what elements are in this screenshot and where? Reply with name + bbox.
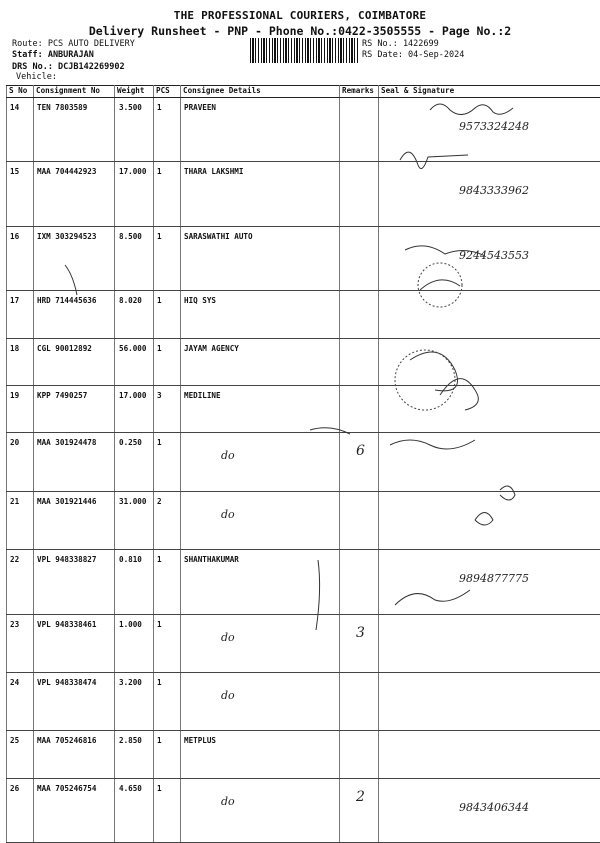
staff-label: Staff: ANBURAJAN [12, 50, 94, 61]
row-signature: 9244543553 [379, 226, 600, 290]
row-signature: 9573324248 [379, 98, 600, 162]
row-signature [379, 385, 600, 432]
row-consignment: CGL 90012892 [34, 338, 115, 385]
company-title: THE PROFESSIONAL COURIERS, COIMBATORE [0, 9, 600, 22]
row-pcs: 1 [154, 672, 181, 730]
row-consignee: do [181, 614, 340, 672]
row-sno: 23 [7, 614, 34, 672]
row-signature: 9843406344 [379, 778, 600, 842]
row-weight: 8.500 [115, 226, 154, 290]
table-row [7, 550, 600, 614]
col-weight: Weight [115, 86, 154, 98]
row-consignee: METPLUS [181, 731, 340, 778]
row-sno: 14 [7, 98, 34, 162]
row-consignee: PRAVEEN [181, 98, 340, 162]
table-row [7, 291, 600, 338]
row-consignment: MAA 301924478 [34, 433, 115, 491]
row-pcs: 1 [154, 731, 181, 778]
row-remarks [340, 98, 379, 162]
row-remarks [340, 491, 379, 549]
row-consignee: do [181, 778, 340, 842]
row-remarks [340, 550, 379, 614]
row-sno: 18 [7, 338, 34, 385]
row-sno: 22 [7, 550, 34, 614]
runsheet-table [6, 85, 600, 843]
row-sno: 25 [7, 731, 34, 778]
row-consignee: THARA LAKSHMI [181, 162, 340, 226]
row-consignment: HRD 714445636 [34, 291, 115, 338]
table-row [7, 98, 600, 162]
row-consignee: MEDILINE [181, 385, 340, 432]
table-row [7, 614, 600, 672]
row-pcs: 1 [154, 226, 181, 290]
row-sno: 16 [7, 226, 34, 290]
row-consignment: MAA 705246754 [34, 778, 115, 842]
col-remarks: Remarks [340, 86, 379, 98]
row-sno: 17 [7, 291, 34, 338]
table-row [7, 491, 600, 549]
row-signature [379, 291, 600, 338]
row-consignment: KPP 7490257 [34, 385, 115, 432]
row-weight: 3.200 [115, 672, 154, 730]
row-remarks [340, 731, 379, 778]
row-signature [379, 614, 600, 672]
row-weight: 17.000 [115, 385, 154, 432]
row-pcs: 1 [154, 550, 181, 614]
row-signature [379, 338, 600, 385]
table-row [7, 778, 600, 842]
row-sno: 26 [7, 778, 34, 842]
col-pcs: PCS [154, 86, 181, 98]
row-weight: 8.020 [115, 291, 154, 338]
row-sno: 24 [7, 672, 34, 730]
row-remarks [340, 226, 379, 290]
barcode-image [250, 38, 358, 63]
row-weight: 2.850 [115, 731, 154, 778]
table-row [7, 672, 600, 730]
row-remarks [340, 162, 379, 226]
drs-label: DRS No.: DCJB142269902 [12, 62, 125, 73]
route-label: Route: PCS AUTO DELIVERY [12, 39, 135, 50]
row-pcs: 1 [154, 162, 181, 226]
row-sno: 20 [7, 433, 34, 491]
row-pcs: 1 [154, 433, 181, 491]
row-consignment: TEN 7803589 [34, 98, 115, 162]
row-remarks [340, 338, 379, 385]
table-row [7, 338, 600, 385]
row-pcs: 3 [154, 385, 181, 432]
row-weight: 3.500 [115, 98, 154, 162]
table-header-row [7, 86, 600, 98]
row-signature: 9843333962 [379, 162, 600, 226]
row-remarks [340, 291, 379, 338]
row-consignee: SARASWATHI AUTO [181, 226, 340, 290]
vehicle-label: Vehicle: [16, 72, 57, 83]
row-consignment: IXM 303294523 [34, 226, 115, 290]
row-pcs: 2 [154, 491, 181, 549]
row-pcs: 1 [154, 98, 181, 162]
row-signature [379, 672, 600, 730]
row-remarks [340, 385, 379, 432]
row-remarks: 3 [340, 614, 379, 672]
table-row [7, 162, 600, 226]
table-row [7, 385, 600, 432]
row-consignee: do [181, 672, 340, 730]
row-consignment: MAA 301921446 [34, 491, 115, 549]
col-signature: Seal & Signature [379, 86, 600, 98]
row-weight: 17.000 [115, 162, 154, 226]
table-row [7, 226, 600, 290]
row-signature [379, 433, 600, 491]
row-sno: 19 [7, 385, 34, 432]
row-consignment: VPL 948338827 [34, 550, 115, 614]
row-remarks: 2 [340, 778, 379, 842]
table-row [7, 433, 600, 491]
row-remarks [340, 672, 379, 730]
row-signature [379, 731, 600, 778]
row-weight: 1.000 [115, 614, 154, 672]
row-pcs: 1 [154, 778, 181, 842]
row-consignee: do [181, 433, 340, 491]
row-consignment: MAA 704442923 [34, 162, 115, 226]
row-consignee: do [181, 491, 340, 549]
col-consignee: Consignee Details [181, 86, 340, 98]
row-weight: 0.810 [115, 550, 154, 614]
row-weight: 56.000 [115, 338, 154, 385]
row-sno: 21 [7, 491, 34, 549]
row-consignment: VPL 948338461 [34, 614, 115, 672]
row-sno: 15 [7, 162, 34, 226]
row-consignee: SHANTHAKUMAR [181, 550, 340, 614]
row-consignment: MAA 705246816 [34, 731, 115, 778]
row-remarks: 6 [340, 433, 379, 491]
col-consignment: Consignment No [34, 86, 115, 98]
row-pcs: 1 [154, 338, 181, 385]
row-consignee: JAYAM AGENCY [181, 338, 340, 385]
row-pcs: 1 [154, 614, 181, 672]
row-consignee: HIQ SYS [181, 291, 340, 338]
col-sno: S No [7, 86, 34, 98]
rs-number: RS No.: 1422699 [362, 39, 439, 50]
row-signature: 9894877775 [379, 550, 600, 614]
rs-date: RS Date: 04-Sep-2024 [362, 50, 464, 61]
row-weight: 0.250 [115, 433, 154, 491]
row-weight: 4.650 [115, 778, 154, 842]
runsheet-title: Delivery Runsheet - PNP - Phone No.:0422-3505555 - Page No.:2 [0, 24, 600, 38]
table-row [7, 731, 600, 778]
row-pcs: 1 [154, 291, 181, 338]
row-consignment: VPL 948338474 [34, 672, 115, 730]
row-weight: 31.000 [115, 491, 154, 549]
row-signature [379, 491, 600, 549]
